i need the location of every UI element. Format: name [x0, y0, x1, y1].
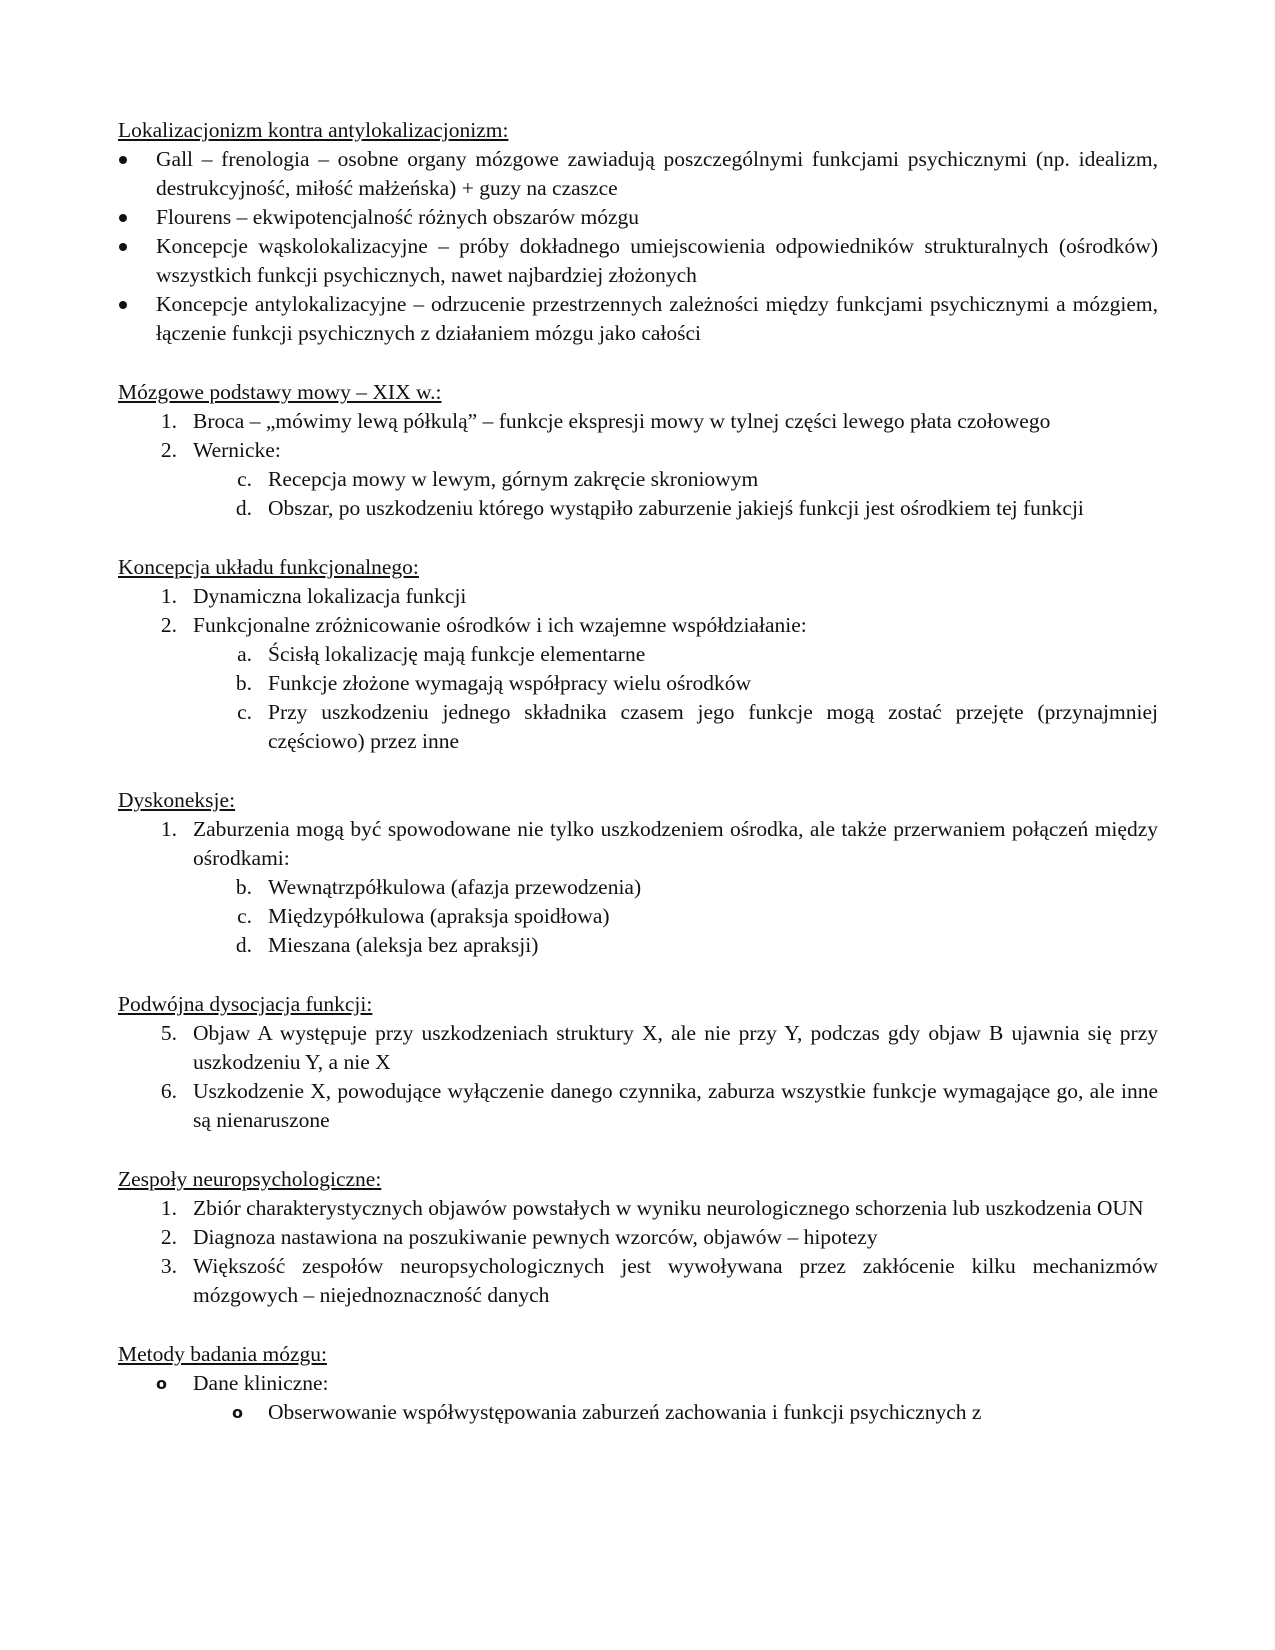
section-zespoly [118, 1165, 1158, 1310]
sublist-item [118, 640, 1158, 669]
sublist-item [118, 873, 1158, 902]
section-heading: Podwójna dysocjacja funkcji: [118, 992, 373, 1016]
sublist-item [118, 902, 1158, 931]
bullet-text: Koncepcje antylokalizacyjne – odrzucenie przestrzennych zależności między funkcjami psychicznymi a mózgiem, łączenie funkcji psychicznych z działaniem mózgu jako całości [156, 292, 1158, 345]
bullet-item [118, 203, 1158, 232]
bullet-item [118, 232, 1158, 290]
section-heading: Metody badania mózgu: [118, 1342, 327, 1366]
sublist-text: Mieszana (aleksja bez apraksji) [268, 933, 539, 957]
list-text: Dane kliniczne: [193, 1371, 329, 1395]
list-text: Zaburzenia mogą być spowodowane nie tylko uszkodzeniem ośrodka, ale także przerwaniem połączeń między ośrodkami: [193, 817, 1158, 870]
sublist-text: Funkcje złożone wymagają współpracy wielu ośrodków [268, 671, 752, 695]
bullet-item [118, 145, 1158, 203]
list-item [118, 436, 1158, 465]
list-marker: 1. [160, 409, 177, 433]
sublist-text: Recepcja mowy w lewym, górnym zakręcie skroniowym [268, 467, 759, 491]
list-item [118, 1194, 1158, 1223]
bullet-text: Flourens – ekwipotencjalność różnych obszarów mózgu [156, 205, 640, 229]
circle-bullet-icon: o [156, 1374, 167, 1393]
sublist-item [118, 465, 1158, 494]
bullet-icon [119, 301, 127, 309]
list-text: Wernicke: [193, 438, 281, 462]
sublist-text: Ścisłą lokalizację mają funkcje elementarne [268, 642, 646, 666]
list-item [118, 1369, 1158, 1398]
sublist-marker: d. [235, 933, 252, 957]
sublist-marker: c. [237, 467, 252, 491]
section-uklad-funkcjonalny [118, 553, 1158, 756]
list-marker: 2. [160, 1225, 177, 1249]
list-text: Objaw A występuje przy uszkodzeniach struktury X, ale nie przy Y, podczas gdy objaw B ujawnia się przy uszkodzeniu Y, a nie X [193, 1021, 1158, 1074]
list-marker: 1. [160, 1196, 177, 1220]
sublist-text: Obszar, po uszkodzeniu którego wystąpiło zaburzenie jakiejś funkcji jest ośrodkiem tej funkcji [268, 496, 1084, 520]
sublist-text: Międzypółkulowa (apraksja spoidłowa) [268, 904, 610, 928]
sublist-marker: a. [237, 642, 252, 666]
sublist-marker: b. [235, 875, 252, 899]
list-marker: 1. [160, 584, 177, 608]
list-text: Uszkodzenie X, powodujące wyłączenie danego czynnika, zaburza wszystkie funkcje wymagające go, ale inne są nienaruszone [193, 1079, 1158, 1132]
bullet-text: Gall – frenologia – osobne organy mózgowe zawiadują poszczególnymi funkcjami psychicznymi (np. idealizm, destrukcyjność, miłość małżeńska) + guzy na czaszce [156, 147, 1158, 200]
sublist-item [118, 669, 1158, 698]
bullet-icon [119, 214, 127, 222]
circle-bullet-icon: o [232, 1403, 243, 1422]
list-item [118, 407, 1158, 436]
section-lokalizacjonizm [118, 116, 1158, 348]
list-item [118, 1019, 1158, 1077]
list-text: Większość zespołów neuropsychologicznych jest wywoływana przez zakłócenie kilku mechanizmów mózgowych – niejednoznaczność danych [193, 1254, 1158, 1307]
section-heading: Zespoły neuropsychologiczne: [118, 1167, 382, 1191]
list-text: Diagnoza nastawiona na poszukiwanie pewnych wzorców, objawów – hipotezy [193, 1225, 878, 1249]
section-heading: Mózgowe podstawy mowy – XIX w.: [118, 380, 442, 404]
sublist-item [118, 931, 1158, 960]
list-item [118, 582, 1158, 611]
bullet-icon [119, 156, 127, 164]
section-heading: Lokalizacjonizm kontra antylokalizacjonizm: [118, 118, 509, 142]
list-marker: 2. [160, 438, 177, 462]
section-podwojna-dysocjacja [118, 990, 1158, 1135]
list-item [118, 1223, 1158, 1252]
bullet-item [118, 290, 1158, 348]
list-marker: 6. [160, 1079, 177, 1103]
list-marker: 1. [160, 817, 177, 841]
list-text: Zbiór charakterystycznych objawów powstałych w wyniku neurologicznego schorzenia lub uszkodzenia OUN [193, 1196, 1144, 1220]
section-dyskoneksje [118, 786, 1158, 960]
sublist-item [118, 494, 1158, 523]
sublist-text: Obserwowanie współwystępowania zaburzeń zachowania i funkcji psychicznych z [268, 1400, 982, 1424]
list-marker: 2. [160, 613, 177, 637]
list-item [118, 611, 1158, 640]
list-item [118, 815, 1158, 873]
list-text: Funkcjonalne zróżnicowanie ośrodków i ich wzajemne współdziałanie: [193, 613, 807, 637]
section-metody [118, 1340, 1158, 1427]
sublist-marker: b. [235, 671, 252, 695]
list-text: Broca – „mówimy lewą półkulą” – funkcje ekspresji mowy w tylnej części lewego płata czołowego [193, 409, 1051, 433]
bullet-icon [119, 243, 127, 251]
section-heading: Dyskoneksje: [118, 788, 236, 812]
section-mowa [118, 378, 1158, 523]
bullet-text: Koncepcje wąskolokalizacyjne – próby dokładnego umiejscowienia odpowiedników strukturalnych (ośrodków) wszystkich funkcji psychicznych, nawet najbardziej złożonych [156, 234, 1158, 287]
list-text: Dynamiczna lokalizacja funkcji [193, 584, 467, 608]
sublist-marker: c. [237, 700, 252, 724]
sublist-marker: d. [235, 496, 252, 520]
document-page [118, 116, 1158, 1457]
sublist-item [118, 1398, 1158, 1427]
sublist-text: Wewnątrzpółkulowa (afazja przewodzenia) [268, 875, 642, 899]
list-item [118, 1252, 1158, 1310]
list-marker: 3. [160, 1254, 177, 1278]
sublist-marker: c. [237, 904, 252, 928]
sublist-item [118, 698, 1158, 756]
sublist-text: Przy uszkodzeniu jednego składnika czasem jego funkcje mogą zostać przejęte (przynajmniej częściowo) przez inne [268, 700, 1158, 753]
list-item [118, 1077, 1158, 1135]
list-marker: 5. [160, 1021, 177, 1045]
section-heading: Koncepcja układu funkcjonalnego: [118, 555, 419, 579]
